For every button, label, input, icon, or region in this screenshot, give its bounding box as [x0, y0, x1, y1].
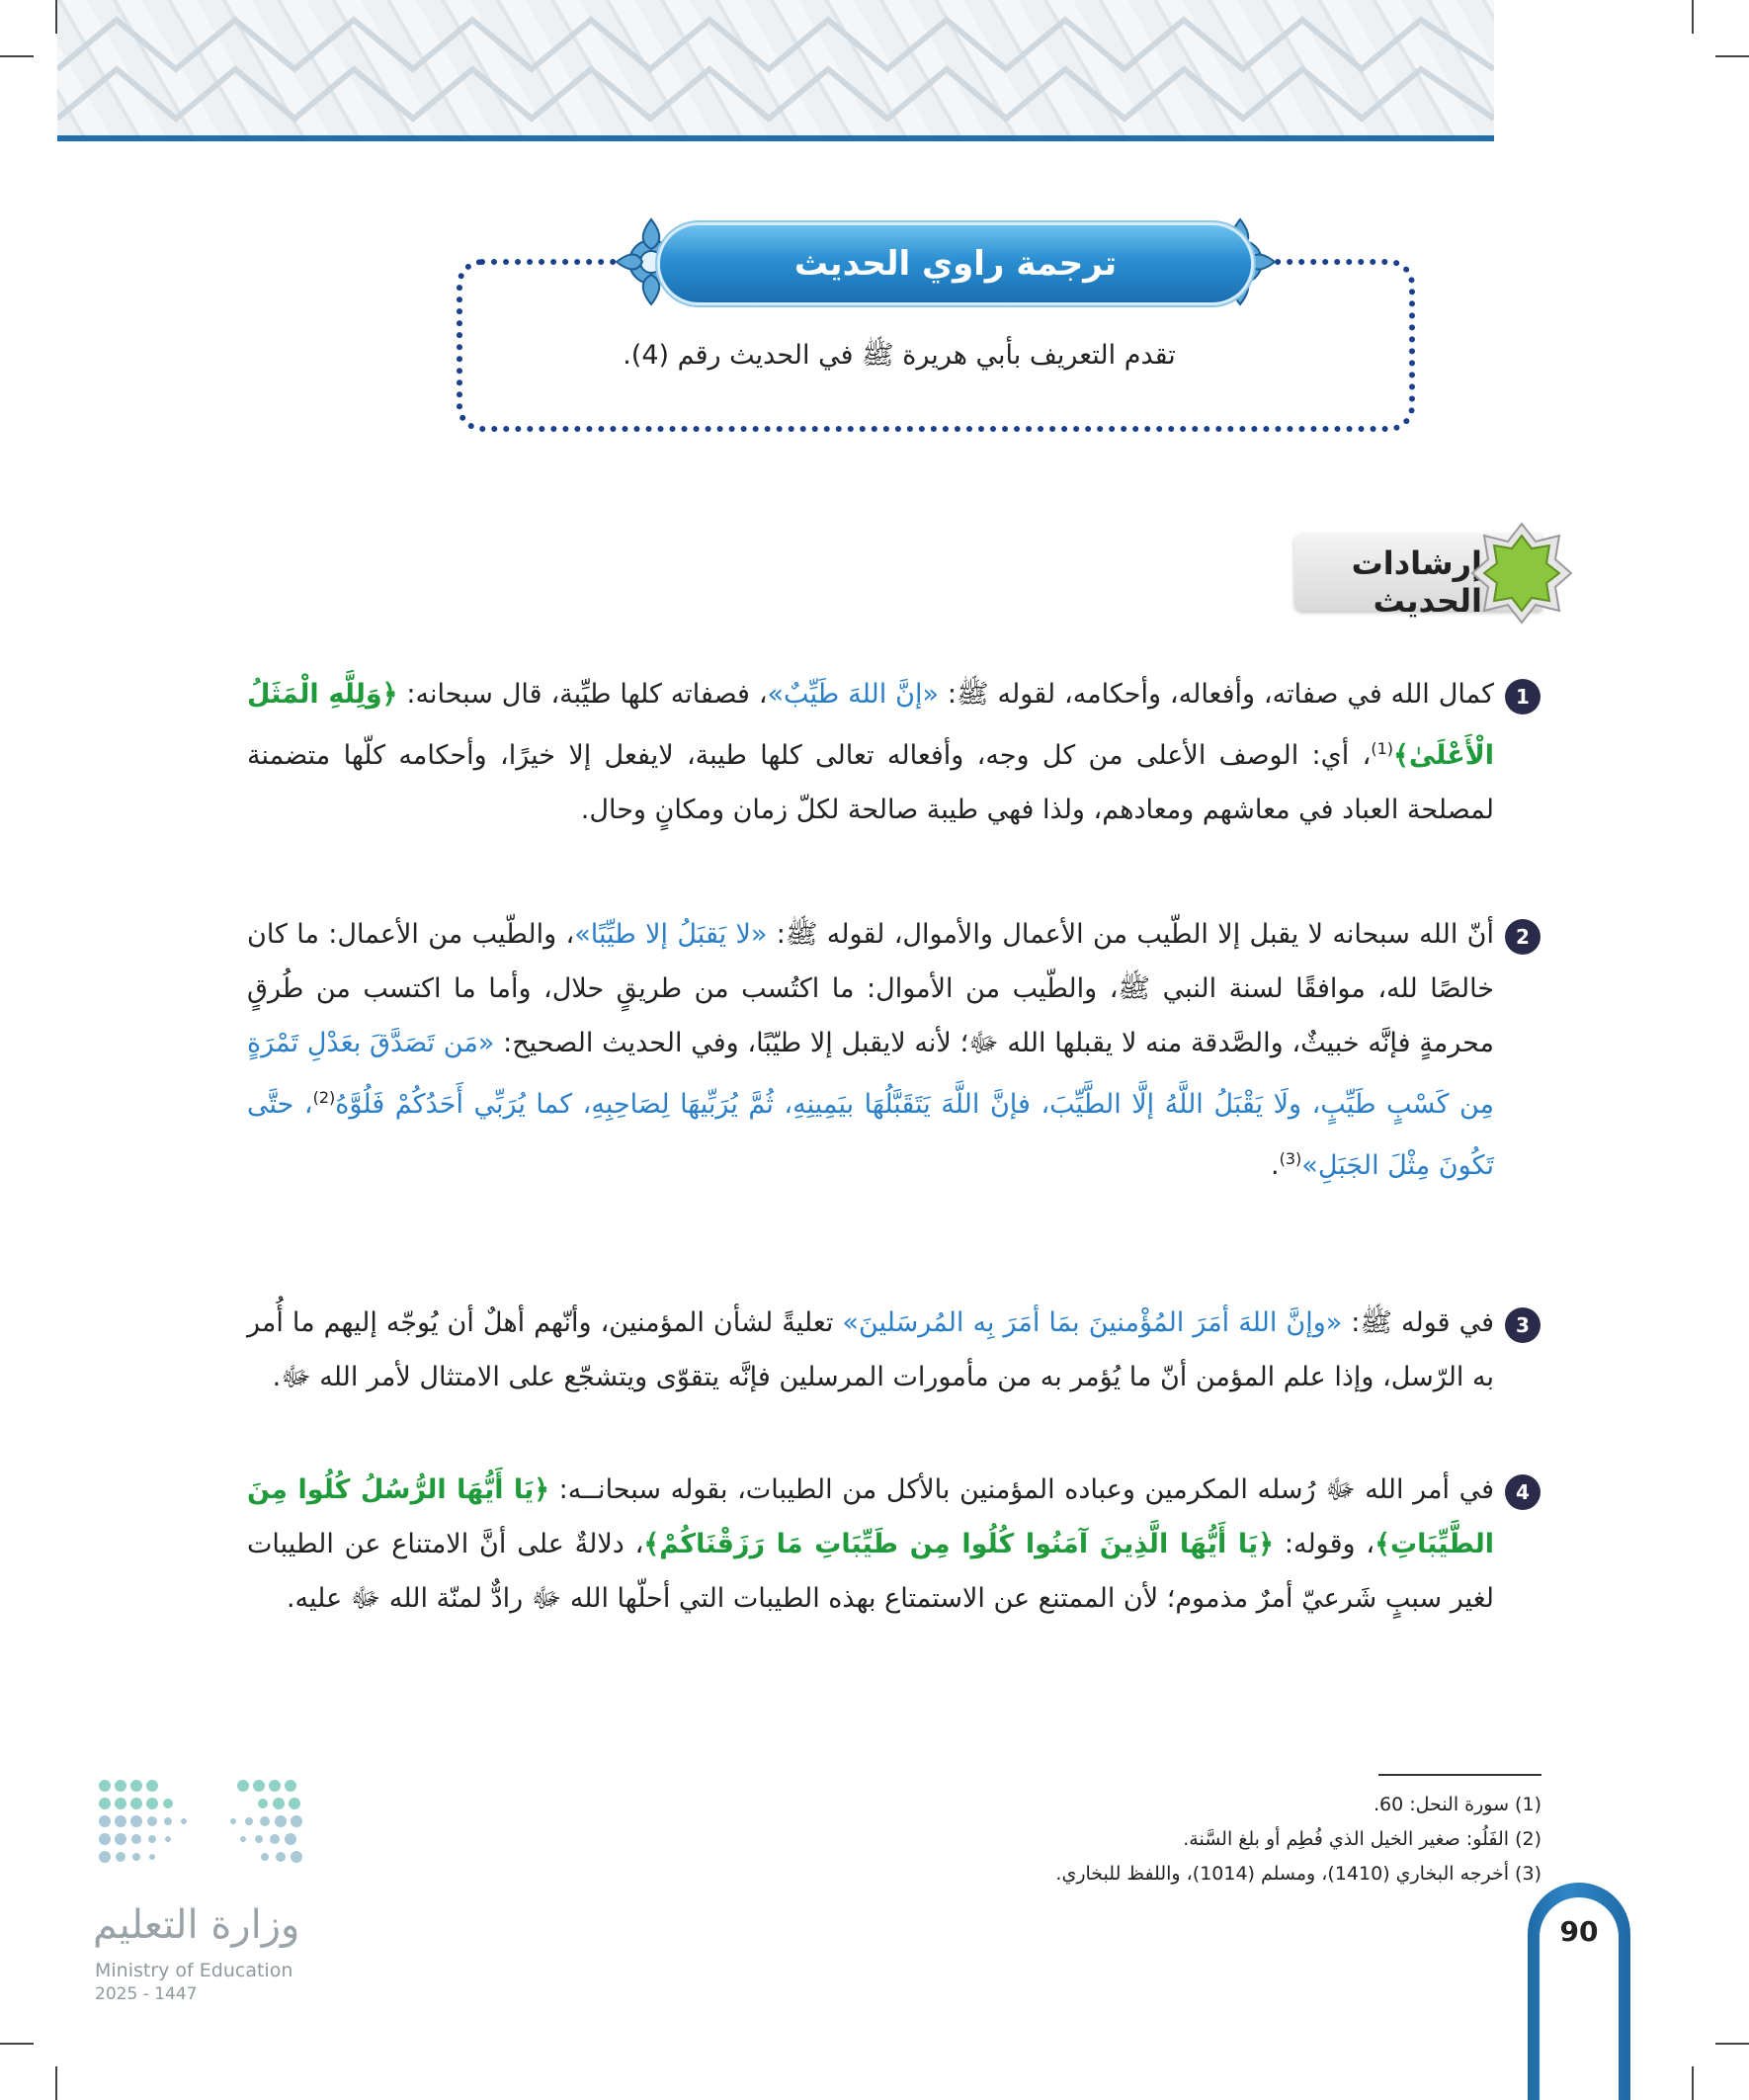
- hadith-quote: «مَن تَصَدَّقَ بعَدْلِ تَمْرَةٍ مِن كَسْبٍ طَيِّبٍ، ولَا يَقْبَلُ اللَّهُ إلَّا الطَّيِّبَ، فإنَّ اللَّهَ يَتَقَبَّلُهَا بيَمِينِهِ، ثُمَّ يُرَبِّيهَا لِصَاحِبِهِ، كما يُرَبِّي أَحَدُكُمْ فَلُوَّهُ: [247, 1028, 1494, 1120]
- crop-mark: [1715, 55, 1749, 57]
- point-text: كمال الله في صفاته، وأفعاله، وأحكامه، لقوله ﷺ:: [939, 679, 1495, 710]
- point-4: [247, 1463, 1540, 1626]
- narrator-text: تقدم التعريف بأبي هريرة ﷺ في الحديث رقم (4).: [623, 340, 1176, 371]
- ministry-name-ar: وزارة التعليم: [93, 1902, 300, 1948]
- footnote: (1) سورة النحل: 60.: [1373, 1794, 1541, 1815]
- page-number: 90: [1559, 1915, 1599, 1948]
- ministry-name-en: Ministry of Education: [95, 1960, 293, 1981]
- hadith-quote: ، حتَّى تَكُونَ مِثْلَ الجَبَلِ»: [247, 1089, 1494, 1181]
- point-text: تعليةً لشأن المؤمنين، وأنّهم أهلٌ أن يُوجّه إليهم ما أُمر به الرّسل، وإذا علم المؤمن أنّ ما يُؤمر به من مأمورات المرسلين فإنَّه يتقوّى ويتشجّع على الامتثال لأمر الله ﷻ.: [247, 1307, 1494, 1392]
- footnote-rule: [1378, 1774, 1541, 1776]
- point-text: .: [1271, 1150, 1280, 1181]
- point-text: ، فصفاته كلها طيِّبة، قال سبحانه:: [397, 679, 768, 710]
- star-badge-icon: [1470, 522, 1573, 625]
- point-1: [247, 667, 1540, 837]
- crop-mark: [1715, 2043, 1749, 2045]
- quran-verse: ﴿وَلِلَّهِ الْمَثَلُ الْأَعْلَىٰ﴾: [247, 679, 1494, 771]
- crop-mark: [1692, 2066, 1694, 2100]
- header-pattern: [57, 0, 1494, 138]
- hadith-quote: «لا يَقبَلُ إلا طيِّبًا»: [574, 919, 768, 950]
- point-text: أنّ الله سبحانه لا يقبل إلا الطّيب من الأعمال والأموال، لقوله ﷺ:: [767, 919, 1494, 950]
- narrator-title: ترجمة راوي الحديث: [660, 225, 1251, 302]
- guidance-title: إرشادات الحديث: [1351, 545, 1482, 620]
- crop-mark: [1692, 0, 1694, 34]
- footnote-ref: (2): [312, 1088, 336, 1107]
- point-text: ، وقوله:: [1274, 1529, 1375, 1559]
- crop-mark: [0, 2043, 34, 2045]
- point-text: ، أي: الوصف الأعلى من كل وجه، وأفعاله تعالى كلها طيبة، لايفعل إلا خيرًا، وأحكامه كلّها متضمنة لمصلحة العباد في معاشهم ومعادهم، ولذا فهي طيبة صالحة لكلّ زمان ومكانٍ وحال.: [247, 740, 1494, 825]
- point-number-badge: 4: [1505, 1474, 1541, 1510]
- point-text: في قوله ﷺ:: [1342, 1307, 1494, 1338]
- point-number-badge: 2: [1505, 919, 1541, 955]
- point-2: [247, 907, 1540, 1193]
- point-number-badge: 3: [1505, 1307, 1541, 1343]
- header-rule: [57, 135, 1494, 141]
- hadith-quote: «إنَّ اللهَ طَيِّبٌ»: [767, 679, 940, 710]
- point-3: [247, 1296, 1540, 1404]
- crop-mark: [55, 2066, 57, 2100]
- footnote: (2) الفَلُو: صغير الخيل الذي فُطِم أو بلغ السَّنة.: [1183, 1828, 1541, 1850]
- crop-mark: [0, 55, 34, 57]
- hadith-quote: «وإنَّ اللهَ أمَرَ المُؤْمنينَ بمَا أمَرَ بِه المُرسَلينَ»: [842, 1307, 1343, 1338]
- footnote-ref: (3): [1279, 1149, 1302, 1168]
- footnote: (3) أخرجه البخاري (1410)، ومسلم (1014)، واللفظ للبخاري.: [1055, 1863, 1541, 1885]
- ministry-year: 2025 - 1447: [95, 1984, 198, 2004]
- point-number-badge: 1: [1505, 679, 1541, 714]
- ministry-logo-icon: [95, 1774, 312, 1883]
- point-text: ، والطّيب من الأعمال: ما كان خالصًا لله، موافقًا لسنة النبي ﷺ، والطّيب من الأموال: ما اكتُسب من طريقٍ حلال، وأما ما اكتسب من طُرقٍ محرمةٍ فإنَّه خبيثٌ، والصَّدقة منه لا يقبلها الله ﷻ؛ لأنه لايقبل إلا طيّبًا، وفي الحديث الصحيح:: [247, 919, 1494, 1058]
- footnote-ref: (1): [1371, 739, 1394, 758]
- point-text: في أمر الله ﷻ رُسله المكرمين وعباده المؤمنين بالأكل من الطيبات، بقوله سبحانــه:: [549, 1474, 1494, 1505]
- quran-verse: ﴿يَا أَيُّهَا الَّذِينَ آمَنُوا كُلُوا مِن طَيِّبَاتِ مَا رَزَقْنَاكُمْ﴾: [643, 1529, 1275, 1559]
- quran-verse: ﴿يَا أَيُّهَا الرُّسُلُ كُلُوا مِنَ الطَّيِّبَاتِ﴾: [247, 1474, 1494, 1559]
- point-text: ، دلالةٌ على أنَّ الامتناع عن الطيبات لغير سببٍ شَرعيّ أمرٌ مذموم؛ لأن الممتنع عن الاستمتاع بهذه الطيبات التي أحلّها الله ﷻ رادٌّ لمنّة الله ﷻ عليه.: [247, 1529, 1494, 1614]
